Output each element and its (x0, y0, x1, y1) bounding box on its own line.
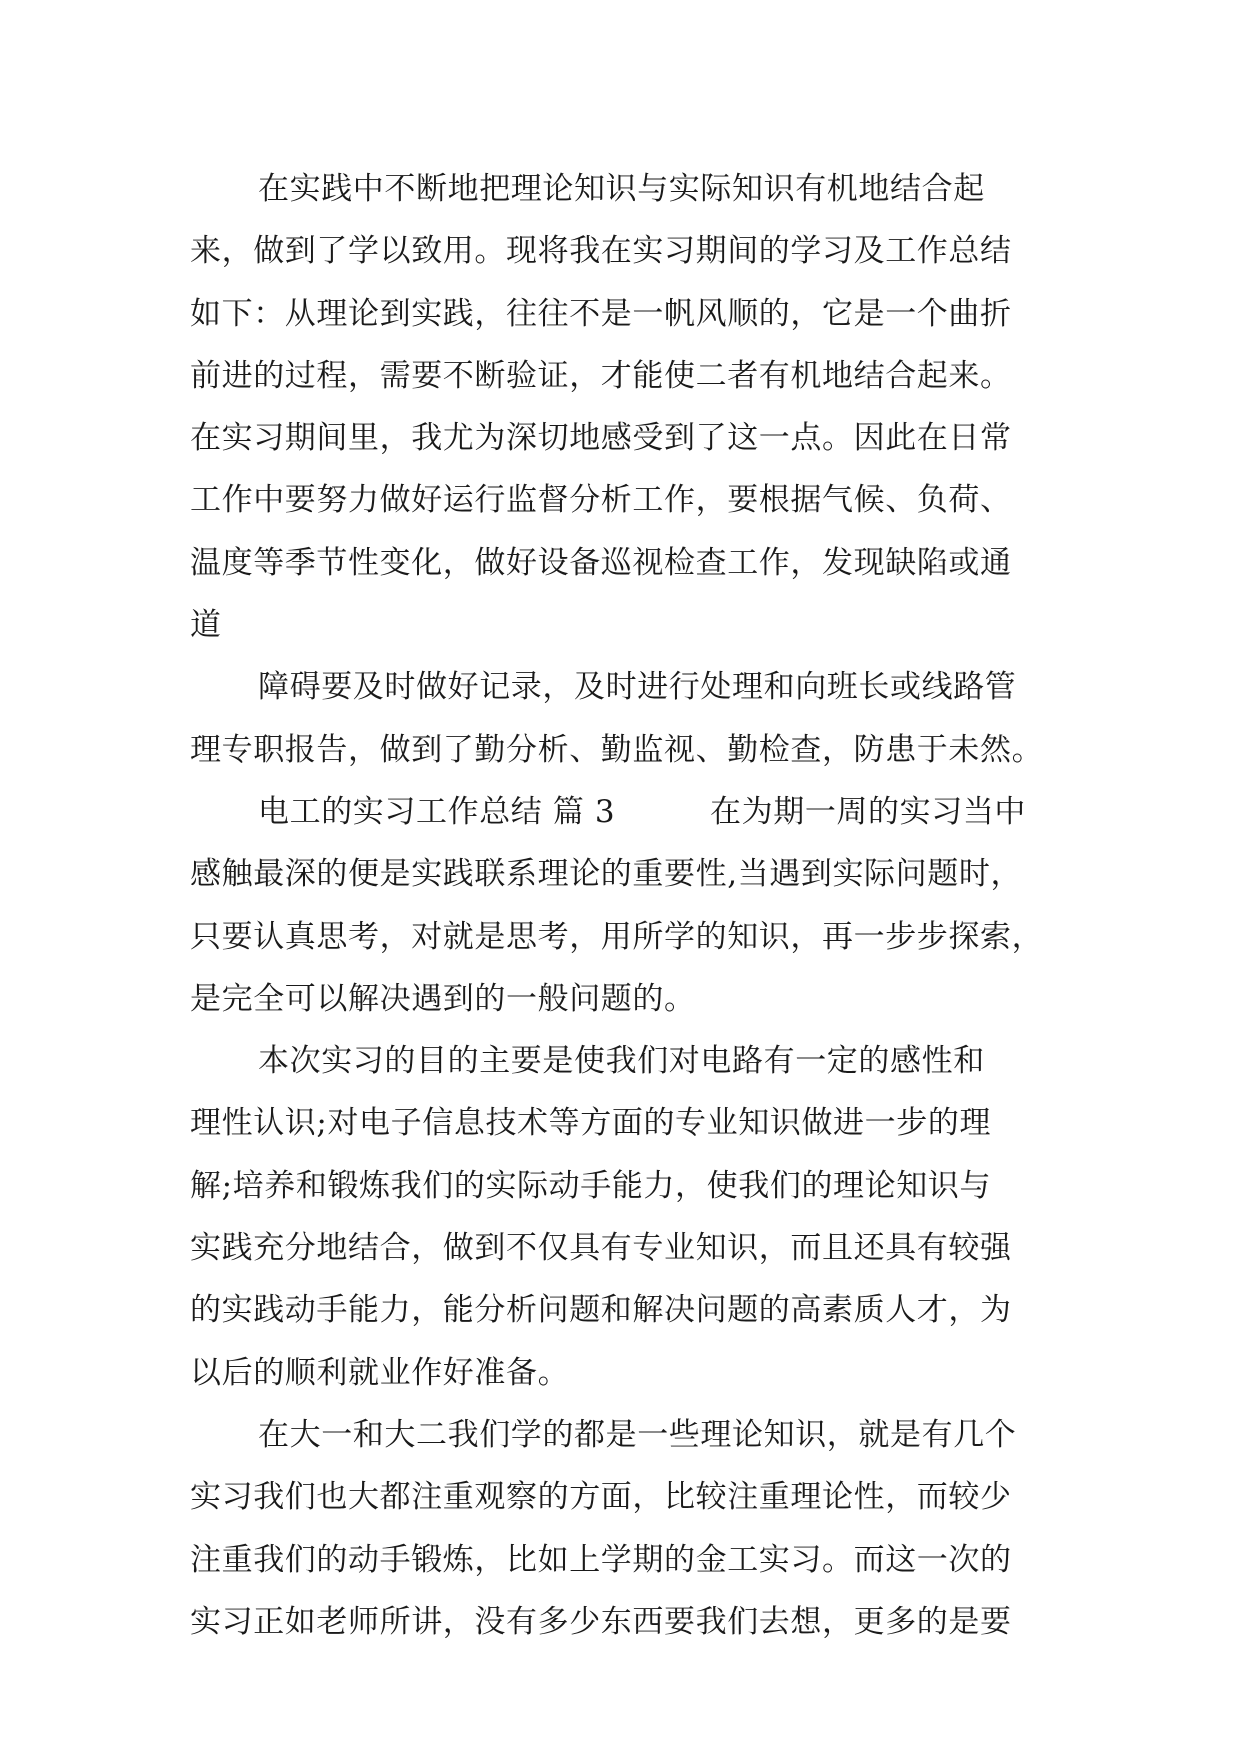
text-line: 温度等季节性变化，做好设备巡视检查工作，发现缺陷或通 (190, 544, 1012, 581)
text-line: 感触最深的便是实践联系理论的重要性,当遇到实际问题时， (190, 856, 1023, 893)
text-line: 障碍要及时做好记录，及时进行处理和向班长或线路管 (258, 669, 1017, 706)
text-line: 理专职报告，做到了勤分析、勤监视、勤检查，防患于未然。 (190, 731, 1044, 768)
text-line: 如下：从理论到实践，往往不是一帆风顺的，它是一个曲折 (190, 295, 1012, 332)
text-line: 在实践中不断地把理论知识与实际知识有机地结合起 (258, 171, 985, 207)
text-line: 的实践动手能力，能分析问题和解决问题的高素质人才，为 (190, 1292, 1012, 1329)
text-line: 道 (190, 607, 222, 644)
text-line: 来，做到了学以致用。现将我在实习期间的学习及工作总结 (190, 233, 1012, 270)
text-line: 电工的实习工作总结 篇 3 在为期一周的实习当中 (258, 793, 1027, 830)
text-line: 实习我们也大都注重观察的方面，比较注重理论性，而较少 (190, 1479, 1012, 1516)
body-text (190, 158, 1060, 1653)
text-line: 理性认识;对电子信息技术等方面的专业知识做进一步的理 (190, 1105, 992, 1142)
text-line: 在大一和大二我们学的都是一些理论知识，就是有几个 (258, 1416, 1017, 1453)
text-line: 解;培养和锻炼我们的实际动手能力，使我们的理论知识与 (190, 1167, 992, 1204)
text-line: 注重我们的动手锻炼，比如上学期的金工实习。而这一次的 (190, 1541, 1012, 1578)
text-line: 工作中要努力做好运行监督分析工作，要根据气候、负荷、 (190, 482, 1012, 519)
text-line: 以后的顺利就业作好准备。 (190, 1354, 570, 1391)
text-line: 是完全可以解决遇到的一般问题的。 (190, 980, 696, 1017)
text-line: 本次实习的目的主要是使我们对电路有一定的感性和 (258, 1043, 985, 1080)
text-line: 前进的过程，需要不断验证，才能使二者有机地结合起来。 (190, 357, 1012, 394)
text-line: 实习正如老师所讲，没有多少东西要我们去想，更多的是要 (190, 1603, 1012, 1640)
text-line: 实践充分地结合，做到不仅具有专业知识，而且还具有较强 (190, 1230, 1012, 1267)
text-line: 只要认真思考，对就是思考，用所学的知识，再一步步探索， (190, 918, 1044, 955)
text-line: 在实习期间里，我尤为深切地感受到了这一点。因此在日常 (190, 420, 1012, 457)
